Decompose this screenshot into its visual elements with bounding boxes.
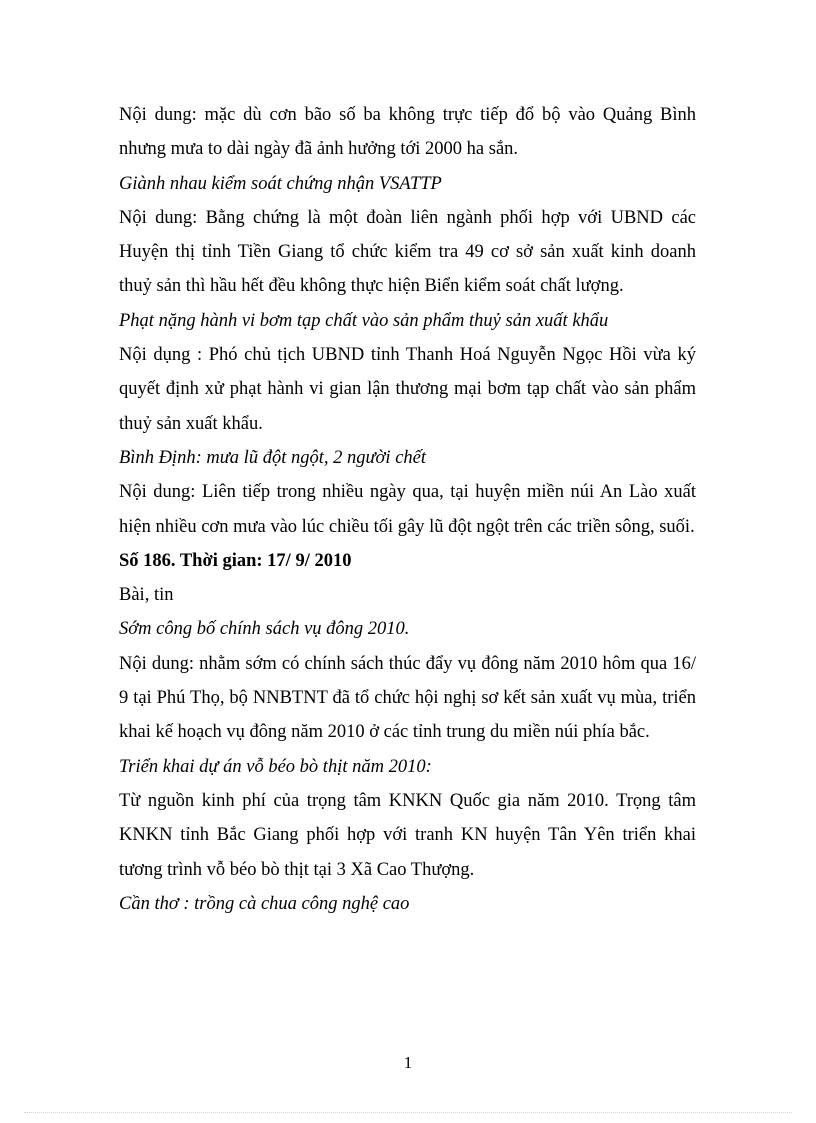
heading-winter-crop-policy: Sớm công bố chính sách vụ đông 2010. <box>119 619 410 640</box>
section-label: Bài, tin <box>119 585 174 606</box>
document-body <box>119 98 696 921</box>
paragraph-vsattp-content: Nội dung: Bằng chứng là một đoàn liên ngành phối hợp với UBND các Huyện thị tỉnh Tiền Giang tổ chức kiểm tra 49 cơ sở sản xuất kinh doanh thuỷ sản thì hầu hết đều không thực hiện Biển kiểm soát chất lượng. <box>119 207 696 297</box>
paragraph-winter-crop-content: Nội dung: nhằm sớm có chính sách thúc đẩy vụ đông năm 2010 hôm qua 16/ 9 tại Phú Thọ, bộ NNBTNT đã tổ chức hội nghị sơ kết sản xuất vụ mùa, triển khai kế hoạch vụ đông năm 2010 ở các tỉnh trung du miền núi phía bắc. <box>119 653 696 743</box>
heading-binh-dinh-flood: Bình Định: mưa lũ đột ngột, 2 người chết <box>119 447 427 468</box>
paragraph-cattle-content: Từ nguồn kinh phí của trọng tâm KNKN Quốc gia năm 2010. Trọng tâm KNKN tỉnh Bắc Giang phối hợp với tranh KN huyện Tân Yên triển khai tương trình vỗ béo bò thịt tại 3 Xã Cao Thượng. <box>119 790 696 880</box>
heading-can-tho-tomato: Cần thơ : trồng cà chua công nghệ cao <box>119 893 410 914</box>
page-bottom-divider <box>24 1112 792 1113</box>
paragraph-fine-content: Nội dụng : Phó chủ tịch UBND tỉnh Thanh Hoá Nguyễn Ngọc Hồi vừa ký quyết định xử phạt hành vi gian lận thương mại bơm tạp chất vào sản phẩm thuỷ sản xuất khẩu. <box>119 345 696 434</box>
issue-heading: Số 186. Thời gian: 17/ 9/ 2010 <box>119 550 352 571</box>
heading-cattle-fattening: Triển khai dự án vỗ béo bò thịt năm 2010: <box>119 756 432 777</box>
heading-vsattp: Giành nhau kiểm soát chứng nhận VSATTP <box>119 173 442 194</box>
paragraph-storm-content: Nội dung: mặc dù cơn bão số ba không trực tiếp đổ bộ vào Quảng Bình nhưng mưa to dài ngày đã ảnh hưởng tới 2000 ha sắn. <box>119 105 696 160</box>
paragraph-flood-content: Nội dung: Liên tiếp trong nhiều ngày qua, tại huyện miền núi An Lào xuất hiện nhiều cơn mưa vào lúc chiều tối gây lũ đột ngột trên các triền sông, suối. <box>119 482 696 537</box>
page-number: 1 <box>403 1053 413 1072</box>
heading-fine-impurities: Phạt nặng hành vi bơm tạp chất vào sản phẩm thuỷ sản xuất khẩu <box>119 310 609 331</box>
